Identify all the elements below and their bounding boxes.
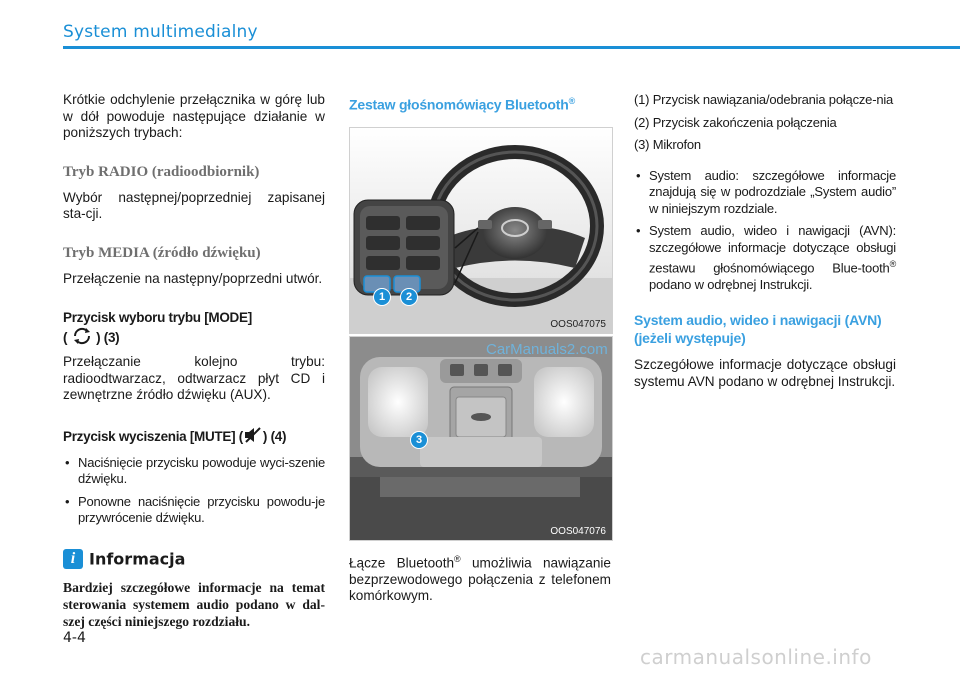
list-item: • System audio: szczegółowe informacje znajdują się w podrozdziale „System audio” w niniejszym rozdziale. — [634, 168, 896, 218]
callout-2: 2 — [400, 288, 418, 306]
mode-button-heading-line1: Przycisk wyboru trybu [MODE] — [63, 310, 252, 325]
avn-note-sup: ® — [889, 259, 896, 269]
list-item: • Ponowne naciśnięcie przycisku powodu-je przywrócenie dźwięku. — [63, 494, 325, 527]
audio-notes — [634, 168, 896, 294]
watermark: CarManuals2.com — [486, 341, 608, 358]
bluetooth-heading-text: Zestaw głośnomówiący Bluetooth — [349, 96, 569, 113]
mode-cycle-icon — [71, 327, 93, 350]
page-number: 4-4 — [63, 630, 86, 646]
left-column — [63, 92, 325, 630]
mode-button-text: Przełączanie kolejno trybu: radioodtwarzacz, odtwarzacz płyt CD i zewnętrzne źródło dźwięku (AUX). — [63, 354, 325, 402]
mute-heading-text: Przycisk wyciszenia [MUTE] ( — [63, 428, 243, 444]
component-list — [634, 92, 896, 154]
list-item: (1) Przycisk nawiązania/odebrania połącze-nia — [634, 92, 894, 107]
mute-heading-number: ) (4) — [262, 428, 287, 444]
bluetooth-description — [349, 551, 611, 605]
info-text: Bardziej szczegółowe informacje na temat sterowania systemem audio podano w dal-szej części niniejszego rozdziału. — [63, 579, 325, 629]
avn-note-part1: System audio, wideo i nawigacji (AVN): szczegółowe informacje dotyczące obsługi zestawu głośnomówiącego Blue-tooth — [649, 223, 896, 276]
list-item: (3) Mikrofon — [634, 137, 701, 152]
list-item: • Naciśnięcie przycisku powoduje wyci-szenie dźwięku. — [63, 455, 325, 488]
bluetooth-heading-sup: ® — [568, 96, 576, 106]
header-rule — [63, 46, 960, 49]
mute-bullets — [63, 455, 325, 527]
overhead-console-illustration — [350, 337, 612, 540]
media-mode-text: Przełączenie na następny/poprzedni utwór. — [63, 270, 323, 286]
intro-text: Krótkie odchylenie przełącznika w górę lub w dół powoduje następujące działanie w poniższych trybach: — [63, 92, 325, 140]
steering-wheel-figure — [349, 127, 613, 334]
mode-heading-number: ) (3) — [96, 330, 120, 346]
mode-button-heading-line2 — [63, 327, 325, 350]
bluetooth-desc-part2: umożliwia nawiązanie bezprzewodowego połączenia z telefonem komórkowym. — [349, 555, 611, 604]
mute-button-heading — [63, 426, 325, 449]
avn-text: Szczegółowe informacje dotyczące obsługi systemu AVN podano w odrębnej Instrukcji. — [634, 357, 896, 389]
right-column — [634, 92, 896, 390]
mode-button-heading — [63, 309, 325, 350]
mute-icon — [243, 426, 263, 449]
media-mode-heading: Tryb MEDIA (źródło dźwięku) — [63, 244, 261, 261]
avn-note-part2: podano w odrębnej Instrukcji. — [649, 276, 813, 292]
info-title: Informacja — [89, 549, 186, 568]
list-item — [634, 223, 896, 293]
info-box — [63, 549, 325, 630]
callout-1: 1 — [373, 288, 391, 306]
info-icon: i — [63, 549, 83, 569]
list-item: (2) Przycisk zakończenia połączenia — [634, 114, 837, 130]
figure2-caption: OOS047076 — [550, 525, 606, 537]
callout-3: 3 — [410, 431, 428, 449]
mode-heading-open-paren: ( — [63, 330, 68, 346]
footer-watermark: carmanualsonline.info — [640, 645, 872, 669]
bluetooth-desc-part1: Łącze Bluetooth — [349, 555, 455, 571]
bluetooth-desc-sup: ® — [454, 553, 461, 564]
avn-heading: System audio, wideo i nawigacji (AVN) (jeżeli występuje) — [634, 312, 882, 347]
section-title: System multimedialny — [63, 22, 258, 42]
microphone-figure — [349, 336, 613, 541]
bluetooth-heading — [349, 92, 611, 114]
radio-mode-heading: Tryb RADIO (radioodbiornik) — [63, 163, 260, 180]
radio-mode-text: Wybór następnej/poprzedniej zapisanej sta-cji. — [63, 189, 325, 221]
figure1-caption: OOS047075 — [550, 318, 606, 330]
